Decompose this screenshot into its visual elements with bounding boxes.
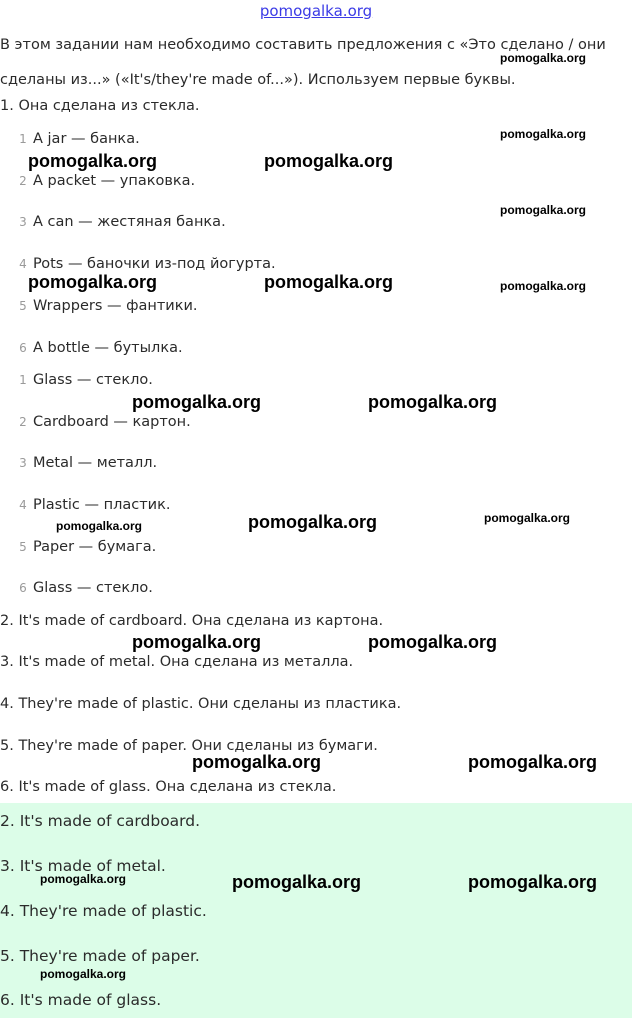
item-number: 5 — [19, 540, 27, 554]
item-number: 1 — [19, 373, 27, 387]
item-number: 1 — [19, 132, 27, 146]
list-item — [0, 369, 153, 391]
watermark: pomogalka.org — [40, 967, 127, 981]
item-number: 2 — [19, 415, 27, 429]
watermark: pomogalka.org — [28, 151, 158, 171]
watermark: pomogalka.org — [132, 632, 262, 652]
sentence-line: 2. It's made of cardboard. Она сделана из картона. — [0, 613, 384, 629]
item-text: Paper — бумага. — [33, 539, 157, 555]
intro-text: В этом задании нам необходимо составить предложения с «Это сделано / они сделаны из...» («It's/they're made of...»). Используем первые буквы. — [0, 37, 606, 88]
item-text: A bottle — бутылка. — [33, 340, 183, 356]
watermark: pomogalka.org — [56, 519, 143, 533]
item-number: 4 — [19, 498, 27, 512]
item-text: Glass — стекло. — [33, 580, 153, 596]
sentence-line: 3. It's made of metal. Она сделана из металла. — [0, 654, 354, 670]
answer-line: 6. It's made of glass. — [0, 991, 162, 1009]
list-item — [0, 295, 198, 317]
watermark: pomogalka.org — [500, 279, 587, 293]
list-item — [0, 128, 140, 150]
sentence-line: 4. They're made of plastic. Они сделаны из пластика. — [0, 696, 402, 712]
watermark: pomogalka.org — [40, 872, 127, 886]
list-item — [0, 170, 195, 192]
item-number: 3 — [19, 215, 27, 229]
item-text: A jar — банка. — [33, 131, 140, 147]
item-number: 6 — [19, 581, 27, 595]
item-text: Plastic — пластик. — [33, 497, 171, 513]
item-text: Metal — металл. — [33, 455, 158, 471]
watermark: pomogalka.org — [232, 872, 362, 892]
answer-line: 5. They're made of paper. — [0, 947, 200, 965]
item-number: 3 — [19, 456, 27, 470]
list-item — [0, 494, 170, 516]
watermark: pomogalka.org — [484, 511, 571, 525]
answer-line: 4. They're made of plastic. — [0, 902, 207, 920]
watermark: pomogalka.org — [368, 392, 498, 412]
list-item — [0, 452, 157, 474]
answer-line: 2. It's made of cardboard. — [0, 812, 201, 830]
watermark: pomogalka.org — [500, 203, 587, 217]
item-text: Cardboard — картон. — [33, 414, 191, 430]
watermark: pomogalka.org — [468, 872, 598, 892]
watermark: pomogalka.org — [500, 51, 587, 65]
item-number: 2 — [19, 174, 27, 188]
watermark: pomogalka.org — [468, 752, 598, 772]
item-text: Glass — стекло. — [33, 372, 153, 388]
list-item — [0, 577, 153, 599]
list-item — [0, 536, 156, 558]
item-number: 6 — [19, 341, 27, 355]
item-text: Pots — баночки из-под йогурта. — [33, 256, 276, 272]
watermark: pomogalka.org — [28, 272, 158, 292]
item-number: 4 — [19, 257, 27, 271]
watermark: pomogalka.org — [368, 632, 498, 652]
task-line: 1. Она сделана из стекла. — [0, 98, 200, 114]
site-header-link[interactable]: pomogalka.org — [259, 2, 373, 20]
watermark: pomogalka.org — [248, 512, 378, 532]
watermark: pomogalka.org — [264, 151, 394, 171]
watermark: pomogalka.org — [192, 752, 322, 772]
answer-line: 3. It's made of metal. — [0, 857, 166, 875]
watermark: pomogalka.org — [500, 127, 587, 141]
item-text: A can — жестяная банка. — [33, 214, 226, 230]
item-number: 5 — [19, 299, 27, 313]
watermark: pomogalka.org — [132, 392, 262, 412]
sentence-line: 6. It's made of glass. Она сделана из стекла. — [0, 779, 337, 795]
item-text: Wrappers — фантики. — [33, 298, 198, 314]
sentence-line: 5. They're made of paper. Они сделаны из бумаги. — [0, 738, 378, 754]
list-item — [0, 337, 183, 359]
list-item — [0, 411, 191, 433]
watermark: pomogalka.org — [264, 272, 394, 292]
item-text: A packet — упаковка. — [33, 173, 196, 189]
list-item — [0, 211, 226, 233]
